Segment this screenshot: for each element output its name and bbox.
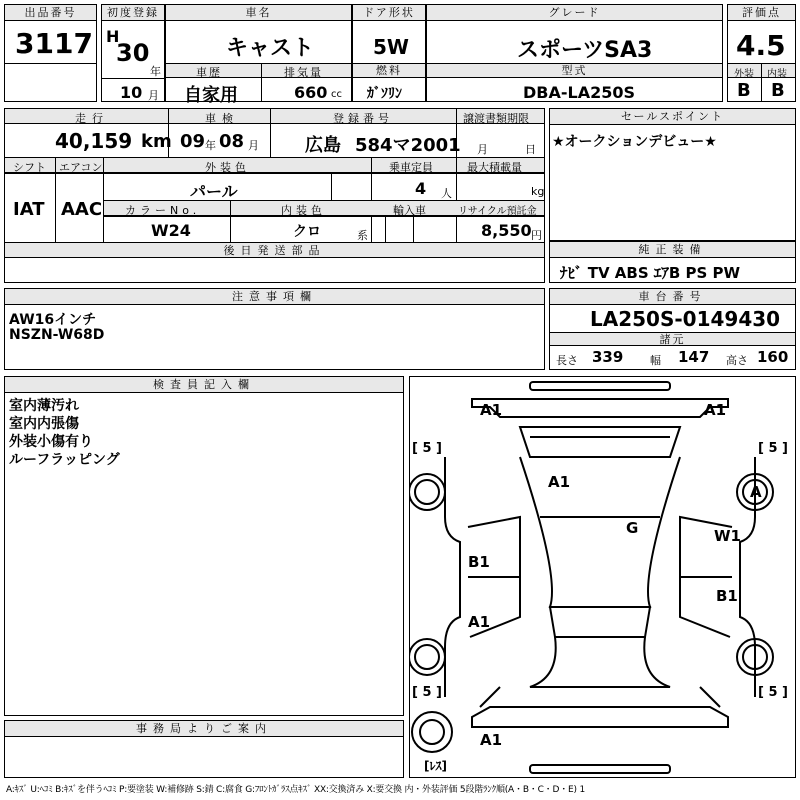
notes-label: 注意事項欄 bbox=[5, 289, 544, 305]
int-grade: B bbox=[771, 80, 785, 101]
ext-label: 外装 bbox=[734, 69, 754, 80]
import-label: 輸入車 bbox=[393, 204, 426, 217]
interior-suffix: 系 bbox=[357, 229, 368, 242]
capacity-unit: 人 bbox=[441, 187, 452, 200]
era: H bbox=[106, 27, 120, 46]
inspector-line: 室内内張傷 bbox=[9, 416, 79, 432]
year-unit: 年 bbox=[150, 65, 161, 78]
transfer-day: 日 bbox=[525, 143, 536, 156]
load-unit: kg bbox=[531, 185, 545, 198]
color: パール bbox=[190, 182, 238, 201]
equipment-text: ﾅﾋﾞ TV ABS ｴｱB PS PW bbox=[560, 264, 741, 282]
grade-label: グレード bbox=[427, 5, 722, 21]
history-label: 車歴 bbox=[196, 66, 222, 79]
damage-mark: A bbox=[750, 483, 762, 501]
chassis-number: LA250S-0149430 bbox=[590, 307, 781, 331]
score-box bbox=[727, 4, 796, 102]
mileage-label: 走行 bbox=[75, 112, 109, 125]
recycle: 8,550 bbox=[481, 221, 532, 240]
color-label: 外装色 bbox=[205, 161, 250, 174]
later-parts-label: 後日発送部品 bbox=[5, 243, 544, 258]
equipment-box bbox=[549, 241, 796, 283]
displacement-unit: cc bbox=[331, 89, 342, 100]
inspector-line: 室内薄汚れ bbox=[9, 398, 79, 414]
damage-mark: B1 bbox=[716, 587, 738, 605]
sales-box bbox=[549, 108, 796, 241]
door-label: ドア形状 bbox=[353, 5, 425, 21]
lot-box bbox=[4, 4, 97, 102]
note-line: NSZN-W68D bbox=[9, 327, 105, 343]
note-line: AW16インチ bbox=[9, 312, 97, 328]
month-unit: 月 bbox=[148, 89, 159, 102]
inspector-box bbox=[4, 376, 404, 716]
car-name-box bbox=[165, 4, 352, 106]
car-diagram bbox=[409, 376, 796, 778]
details-box bbox=[4, 108, 545, 283]
mileage-unit: km bbox=[141, 131, 172, 152]
car-name: キャスト bbox=[226, 36, 315, 61]
ext-grade: B bbox=[737, 80, 751, 101]
shift-label: シフト bbox=[13, 161, 46, 174]
office-box bbox=[4, 720, 404, 778]
damage-mark: A1 bbox=[480, 401, 503, 419]
recycle-label: リサイクル預託金 bbox=[458, 206, 537, 217]
car-name-label: 車名 bbox=[166, 5, 351, 21]
model: DBA-LA250S bbox=[523, 83, 635, 102]
inspector-line: ルーフラッピング bbox=[9, 452, 120, 468]
transfer-label: 譲渡書類期限 bbox=[463, 112, 529, 125]
car-outline bbox=[410, 377, 795, 777]
load-label: 最大積載量 bbox=[467, 161, 522, 174]
inspection-label: 車検 bbox=[205, 112, 239, 125]
reg-month: 10 bbox=[120, 83, 143, 102]
damage-mark: B1 bbox=[468, 553, 490, 571]
recycle-unit: 円 bbox=[531, 229, 542, 242]
width: 147 bbox=[678, 348, 710, 366]
fuel-label: 燃料 bbox=[353, 64, 425, 78]
reg-label: 登録番号 bbox=[333, 112, 393, 125]
ac-label: エアコン bbox=[59, 161, 103, 174]
tire-tread: [ 5 ] bbox=[758, 685, 788, 700]
notes-box bbox=[4, 288, 545, 370]
spare-tire: [ﾚｽ] bbox=[424, 759, 447, 773]
fuel: ｶﾞｿﾘﾝ bbox=[367, 86, 402, 102]
displacement: 660 bbox=[294, 83, 328, 102]
reg-year: 30 bbox=[116, 39, 150, 67]
insp-month-unit: 月 bbox=[248, 139, 259, 152]
grade-box bbox=[426, 4, 723, 102]
inspector-line: 外装小傷有り bbox=[9, 434, 93, 450]
damage-mark: W1 bbox=[714, 527, 741, 545]
length: 339 bbox=[592, 348, 624, 366]
tire-tread: [ 5 ] bbox=[758, 441, 788, 456]
first-reg-box bbox=[101, 4, 165, 102]
damage-mark: A1 bbox=[548, 473, 571, 491]
score-label: 評価点 bbox=[728, 5, 795, 21]
chassis-box bbox=[549, 288, 796, 370]
shift: IAT bbox=[13, 199, 45, 220]
sales-text: ★オークションデビュー★ bbox=[552, 134, 717, 150]
interior-color: クロ bbox=[293, 224, 321, 240]
grade: スポーツSA3 bbox=[517, 38, 653, 63]
damage-mark: A1 bbox=[704, 401, 727, 419]
height: 160 bbox=[757, 348, 789, 366]
mileage: 40,159 bbox=[55, 129, 133, 153]
door-box bbox=[352, 4, 426, 102]
equipment-label: 純正装備 bbox=[550, 242, 795, 258]
door: 5W bbox=[373, 35, 409, 59]
office-label: 事務局よりご案内 bbox=[5, 721, 403, 737]
capacity: 4 bbox=[415, 179, 427, 198]
color-no-label: カラーNo. bbox=[125, 204, 201, 217]
ac: AAC bbox=[61, 199, 103, 220]
reg-number: 584マ2001 bbox=[355, 135, 461, 156]
lot-label: 出品番号 bbox=[5, 5, 96, 21]
width-label: 幅 bbox=[650, 354, 661, 367]
insp-year-unit: 年 bbox=[205, 139, 216, 152]
insp-year: 09 bbox=[180, 131, 206, 152]
color-no: W24 bbox=[151, 221, 191, 240]
lot-number: 3117 bbox=[15, 27, 93, 60]
transfer-month: 月 bbox=[477, 143, 488, 156]
insp-month: 08 bbox=[219, 131, 245, 152]
first-reg-label: 初度登録 bbox=[102, 5, 164, 21]
history: 自家用 bbox=[184, 85, 238, 106]
reg-area: 広島 bbox=[305, 135, 341, 156]
damage-mark: G bbox=[626, 519, 639, 537]
spec-label: 諸元 bbox=[550, 333, 795, 346]
chassis-label: 車台番号 bbox=[550, 289, 795, 305]
score: 4.5 bbox=[736, 29, 786, 62]
interior-color-label: 内装色 bbox=[281, 204, 326, 217]
legend: A:ｷｽﾞ U:ﾍｺﾐ B:ｷｽﾞを伴うﾍｺﾐ P:要塗装 W:補修跡 S:錆 C:腐食 G:ﾌﾛﾝﾄｶﾞﾗｽ点ｷｽﾞ XX:交換済み X:要交換 内・外装評価 5段階ﾗﾝｸ順(A・B・C・D・E) 1 bbox=[6, 785, 585, 795]
tire-tread: [ 5 ] bbox=[412, 685, 442, 700]
sales-label: セールスポイント bbox=[550, 109, 795, 125]
tire-tread: [ 5 ] bbox=[412, 441, 442, 456]
damage-mark: A1 bbox=[468, 613, 491, 631]
height-label: 高さ bbox=[726, 354, 748, 367]
length-label: 長さ bbox=[556, 354, 578, 367]
model-label: 型式 bbox=[427, 64, 722, 78]
capacity-label: 乗車定員 bbox=[389, 161, 433, 174]
damage-mark: A1 bbox=[480, 731, 503, 749]
inspector-label: 検査員記入欄 bbox=[5, 377, 403, 393]
int-label: 内装 bbox=[767, 69, 787, 80]
displacement-label: 排気量 bbox=[284, 66, 323, 79]
